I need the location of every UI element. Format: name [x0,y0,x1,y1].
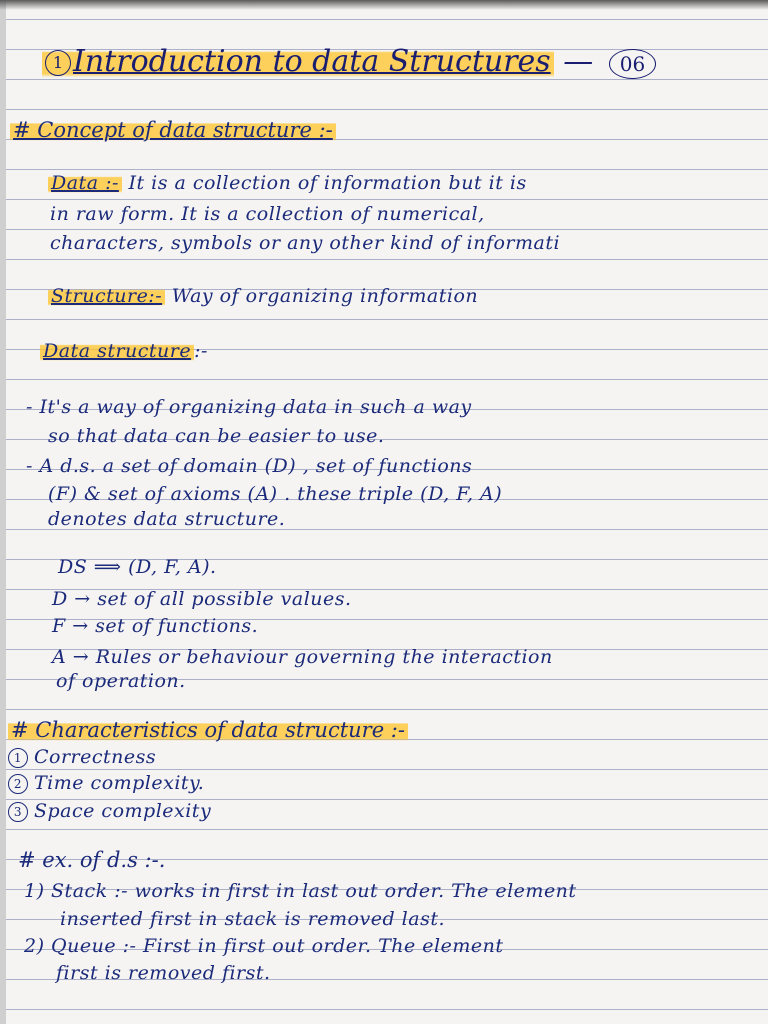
formula-a-line1: A → Rules or behaviour governing the interaction [52,646,553,668]
characteristic-item: 2 Time complexity. [8,772,204,794]
example-stack-line2: inserted first in stack is removed last. [60,908,446,930]
characteristic-item: 3 Space complexity [8,800,211,822]
ds-point2-line2: (F) & set of axioms (A) . these triple (D, F, A) [48,483,503,505]
examples-heading: # ex. of d.s :-. [18,848,166,872]
title-text: Introduction to data Structures [73,44,551,79]
ds-heading: Data structure :- [40,340,208,362]
formula-main: DS ⟹ (D, F, A). [58,556,217,578]
formula-f: F → set of functions. [52,615,259,637]
data-label: Data :- [48,172,122,194]
page-shadow [0,0,768,10]
example-queue-line2: first is removed first. [56,962,271,984]
formula-a-line2: of operation. [56,670,186,692]
characteristics-heading: # Characteristics of data structure :- [8,718,408,742]
example-queue-line1: 2) Queue :- First in first out order. The element [24,935,504,957]
page-title: 1 Introduction to data Structures — 06 [42,44,656,79]
ds-point1-line1: - It's a way of organizing data in such a way [26,396,472,418]
formula-d: D → set of all possible values. [52,588,352,610]
structure-def: Structure:- Way of organizing information [48,285,478,307]
item-number: 3 [8,802,28,822]
structure-label: Structure:- [48,285,165,307]
item-number: 2 [8,774,28,794]
ds-point2-line3: denotes data structure. [48,508,286,530]
title-number: 1 [45,50,71,76]
data-def-line2: in raw form. It is a collection of numerical, [50,203,485,225]
item-number: 1 [8,748,28,768]
data-def-line1: Data :- It is a collection of information but it is [48,172,527,194]
characteristic-item: 1 Correctness [8,746,156,768]
ds-point2-line1: - A d.s. a set of domain (D) , set of functions [26,455,473,477]
concept-heading: # Concept of data structure :- [10,118,336,142]
example-stack-line1: 1) Stack :- works in first in last out order. The element [24,880,577,902]
lecture-count-badge: 06 [609,49,656,79]
ds-point1-line2: so that data can be easier to use. [48,425,385,447]
data-def-line3: characters, symbols or any other kind of informati [50,232,561,254]
